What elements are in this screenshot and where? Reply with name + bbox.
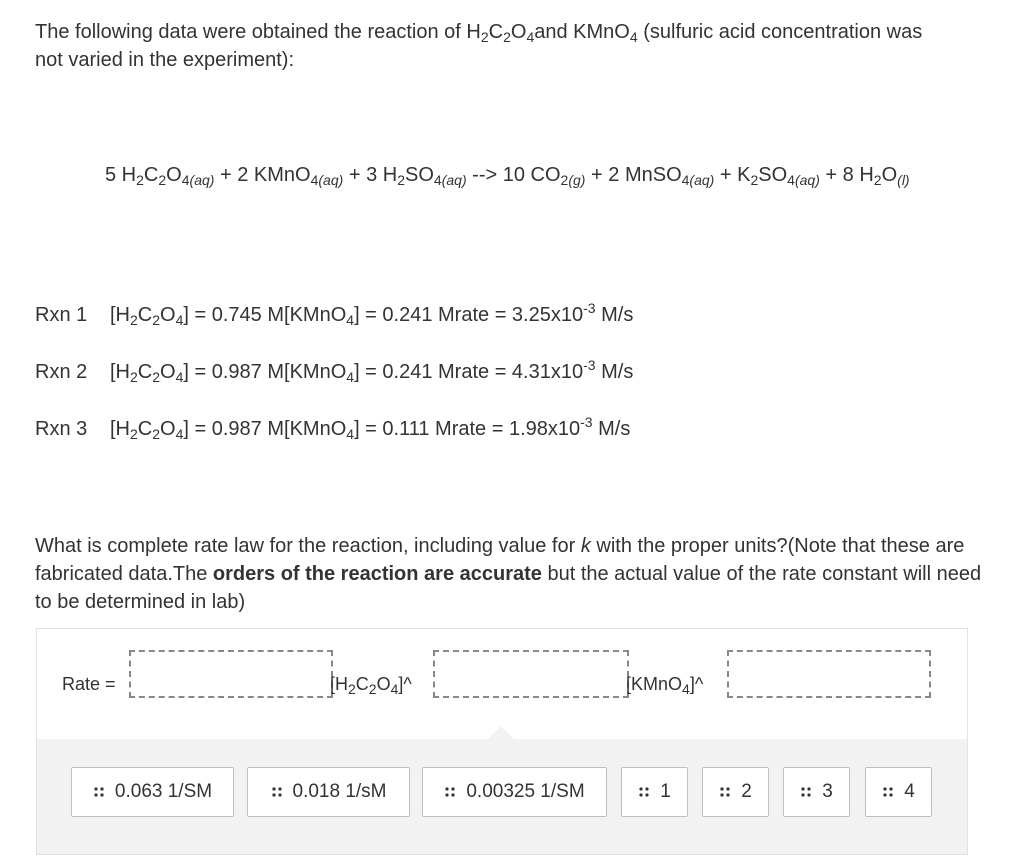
drag-handle-icon [882,786,894,798]
h2c2o4-order-drop-zone[interactable] [433,650,629,698]
rate-law-panel [36,628,968,855]
h2c2o4-term: $[H_2C_2O_4]\^{}$ [330,674,412,697]
answer-tile-000325[interactable]: 0.00325 1/SM [422,767,607,817]
kmno4-order-drop-zone[interactable] [727,650,931,698]
rate-label: Rate = [62,674,116,694]
rate-constant-drop-zone[interactable] [129,650,333,698]
answer-tile-order-2[interactable]: 2 [702,767,769,817]
reaction-row-3: Rxn 3 $[H_2C_2O_4] = 0.987$ M[KMnO$_4$] = 0.111 Mrate = $1.98x10^{-3}$ M/s [35,414,631,442]
kmno4-term: [KMnO$_4$]^ [626,674,704,697]
drag-handle-icon [638,786,650,798]
drag-handle-icon [444,786,456,798]
intro-text: The following data were obtained the reaction of $H_2C_2O_4and$ KMnO$_4$ (sulfuric acid concentration was not varied in the experiment): [35,21,923,71]
reaction-row-2: Rxn 2 $[H_2C_2O_4] = 0.987$ M[KMnO$_4$] = 0.241 Mrate = $4.31x10^{-3}$ M/s [35,357,634,385]
reaction-equation: 5 $H_2C_2O_{4(aq)} + 2$ KMnO$_{4(aq)}$ + 3 $H_2SO_{4(aq)}$ --> 10 $CO_{2(g)} + 2$ MnSO$_{4(aq)}$ + $K_2SO_{4(aq)} + 8$ $H_2O_{(l)}$ [105,164,910,188]
tray-pointer [487,726,515,740]
answer-tile-order-4[interactable]: 4 [865,767,932,817]
answer-tile-order-1[interactable]: 1 [621,767,688,817]
answer-tile-0018[interactable]: 0.018 1/sM [247,767,410,817]
drag-handle-icon [93,786,105,798]
drag-handle-icon [800,786,812,798]
reaction-row-1: Rxn 1 $[H_2C_2O_4] = 0.745$ M[KMnO$_4$] = 0.241 Mrate = $3.25x10^{-3}$ M/s [35,300,634,328]
answer-tile-order-3[interactable]: 3 [783,767,850,817]
drag-handle-icon [271,786,283,798]
answer-tile-0063[interactable]: 0.063 1/SM [71,767,234,817]
drag-handle-icon [719,786,731,798]
question-text: What is complete rate law for the reaction, including value for k with the proper units?(Note that these are fabricated data.The orders of the reaction are accurate but the actual value of the rate constant will need to be determined in lab) [35,535,982,613]
